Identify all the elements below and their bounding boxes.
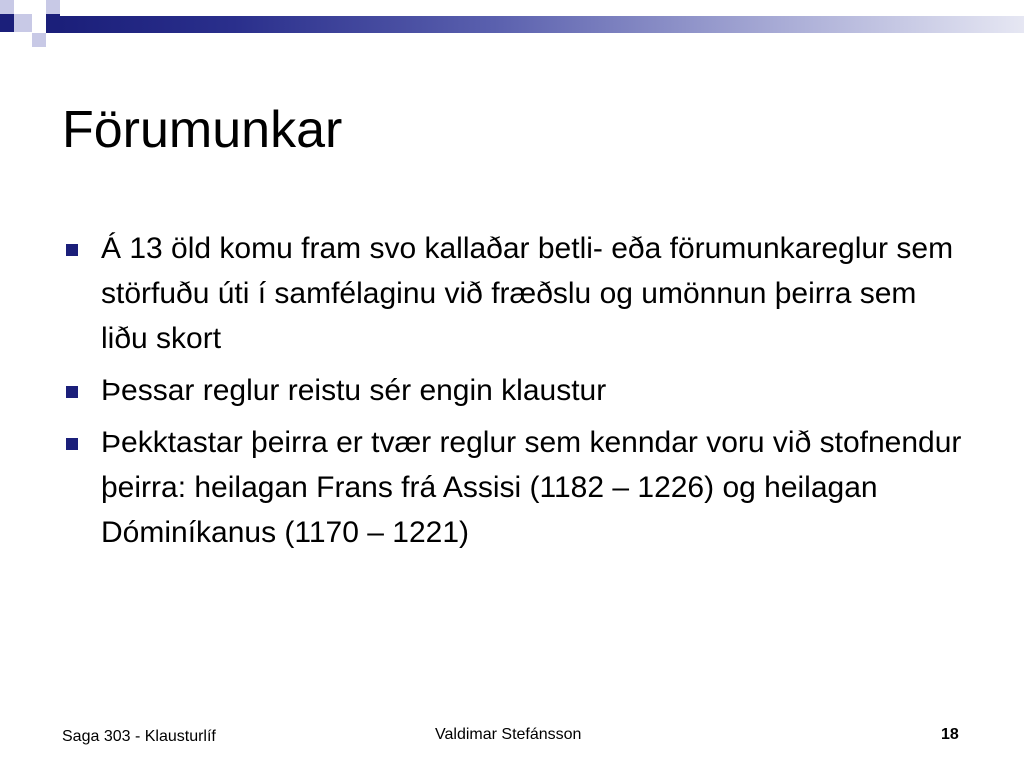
bullet-text: Á 13 öld komu fram svo kallaðar betli- eða förumunkareglur sem störfuðu úti í samfélaginu við fræðslu og umönnun þeirra sem liðu skort — [101, 232, 954, 355]
bullet-text: Þekktastar þeirra er tvær reglur sem kenndar voru við stofnendur þeirra: heilagan Frans frá Assisi (1182 – 1226) og heilagan Dóminíkanus (1170 – 1221) — [101, 426, 962, 549]
header-decoration-square — [14, 0, 28, 14]
header-decoration-square — [14, 14, 32, 32]
header-decoration-square — [14, 33, 32, 47]
footer-author: Valdimar Stefánsson — [435, 726, 582, 743]
header-decoration-square — [0, 0, 14, 14]
square-bullet-icon — [66, 244, 78, 256]
header-decoration-square — [46, 0, 60, 14]
slide-title: Förumunkar — [62, 101, 343, 159]
header-gradient-band — [60, 16, 1024, 33]
footer-page-number: 18 — [941, 726, 959, 743]
header-decoration-square — [32, 33, 46, 47]
header-decoration-square — [0, 14, 14, 32]
footer-course-label: Saga 303 - Klausturlíf — [62, 728, 216, 745]
bullet-text: Þessar reglur reistu sér engin klaustur — [101, 374, 607, 407]
square-bullet-icon — [66, 386, 78, 398]
bullet-list — [64, 226, 964, 562]
bullet-item — [64, 226, 964, 361]
square-bullet-icon — [66, 438, 78, 450]
bullet-item — [64, 368, 964, 413]
header-decoration-square — [46, 14, 60, 33]
header-decoration-square — [32, 14, 46, 33]
bullet-item — [64, 420, 964, 555]
